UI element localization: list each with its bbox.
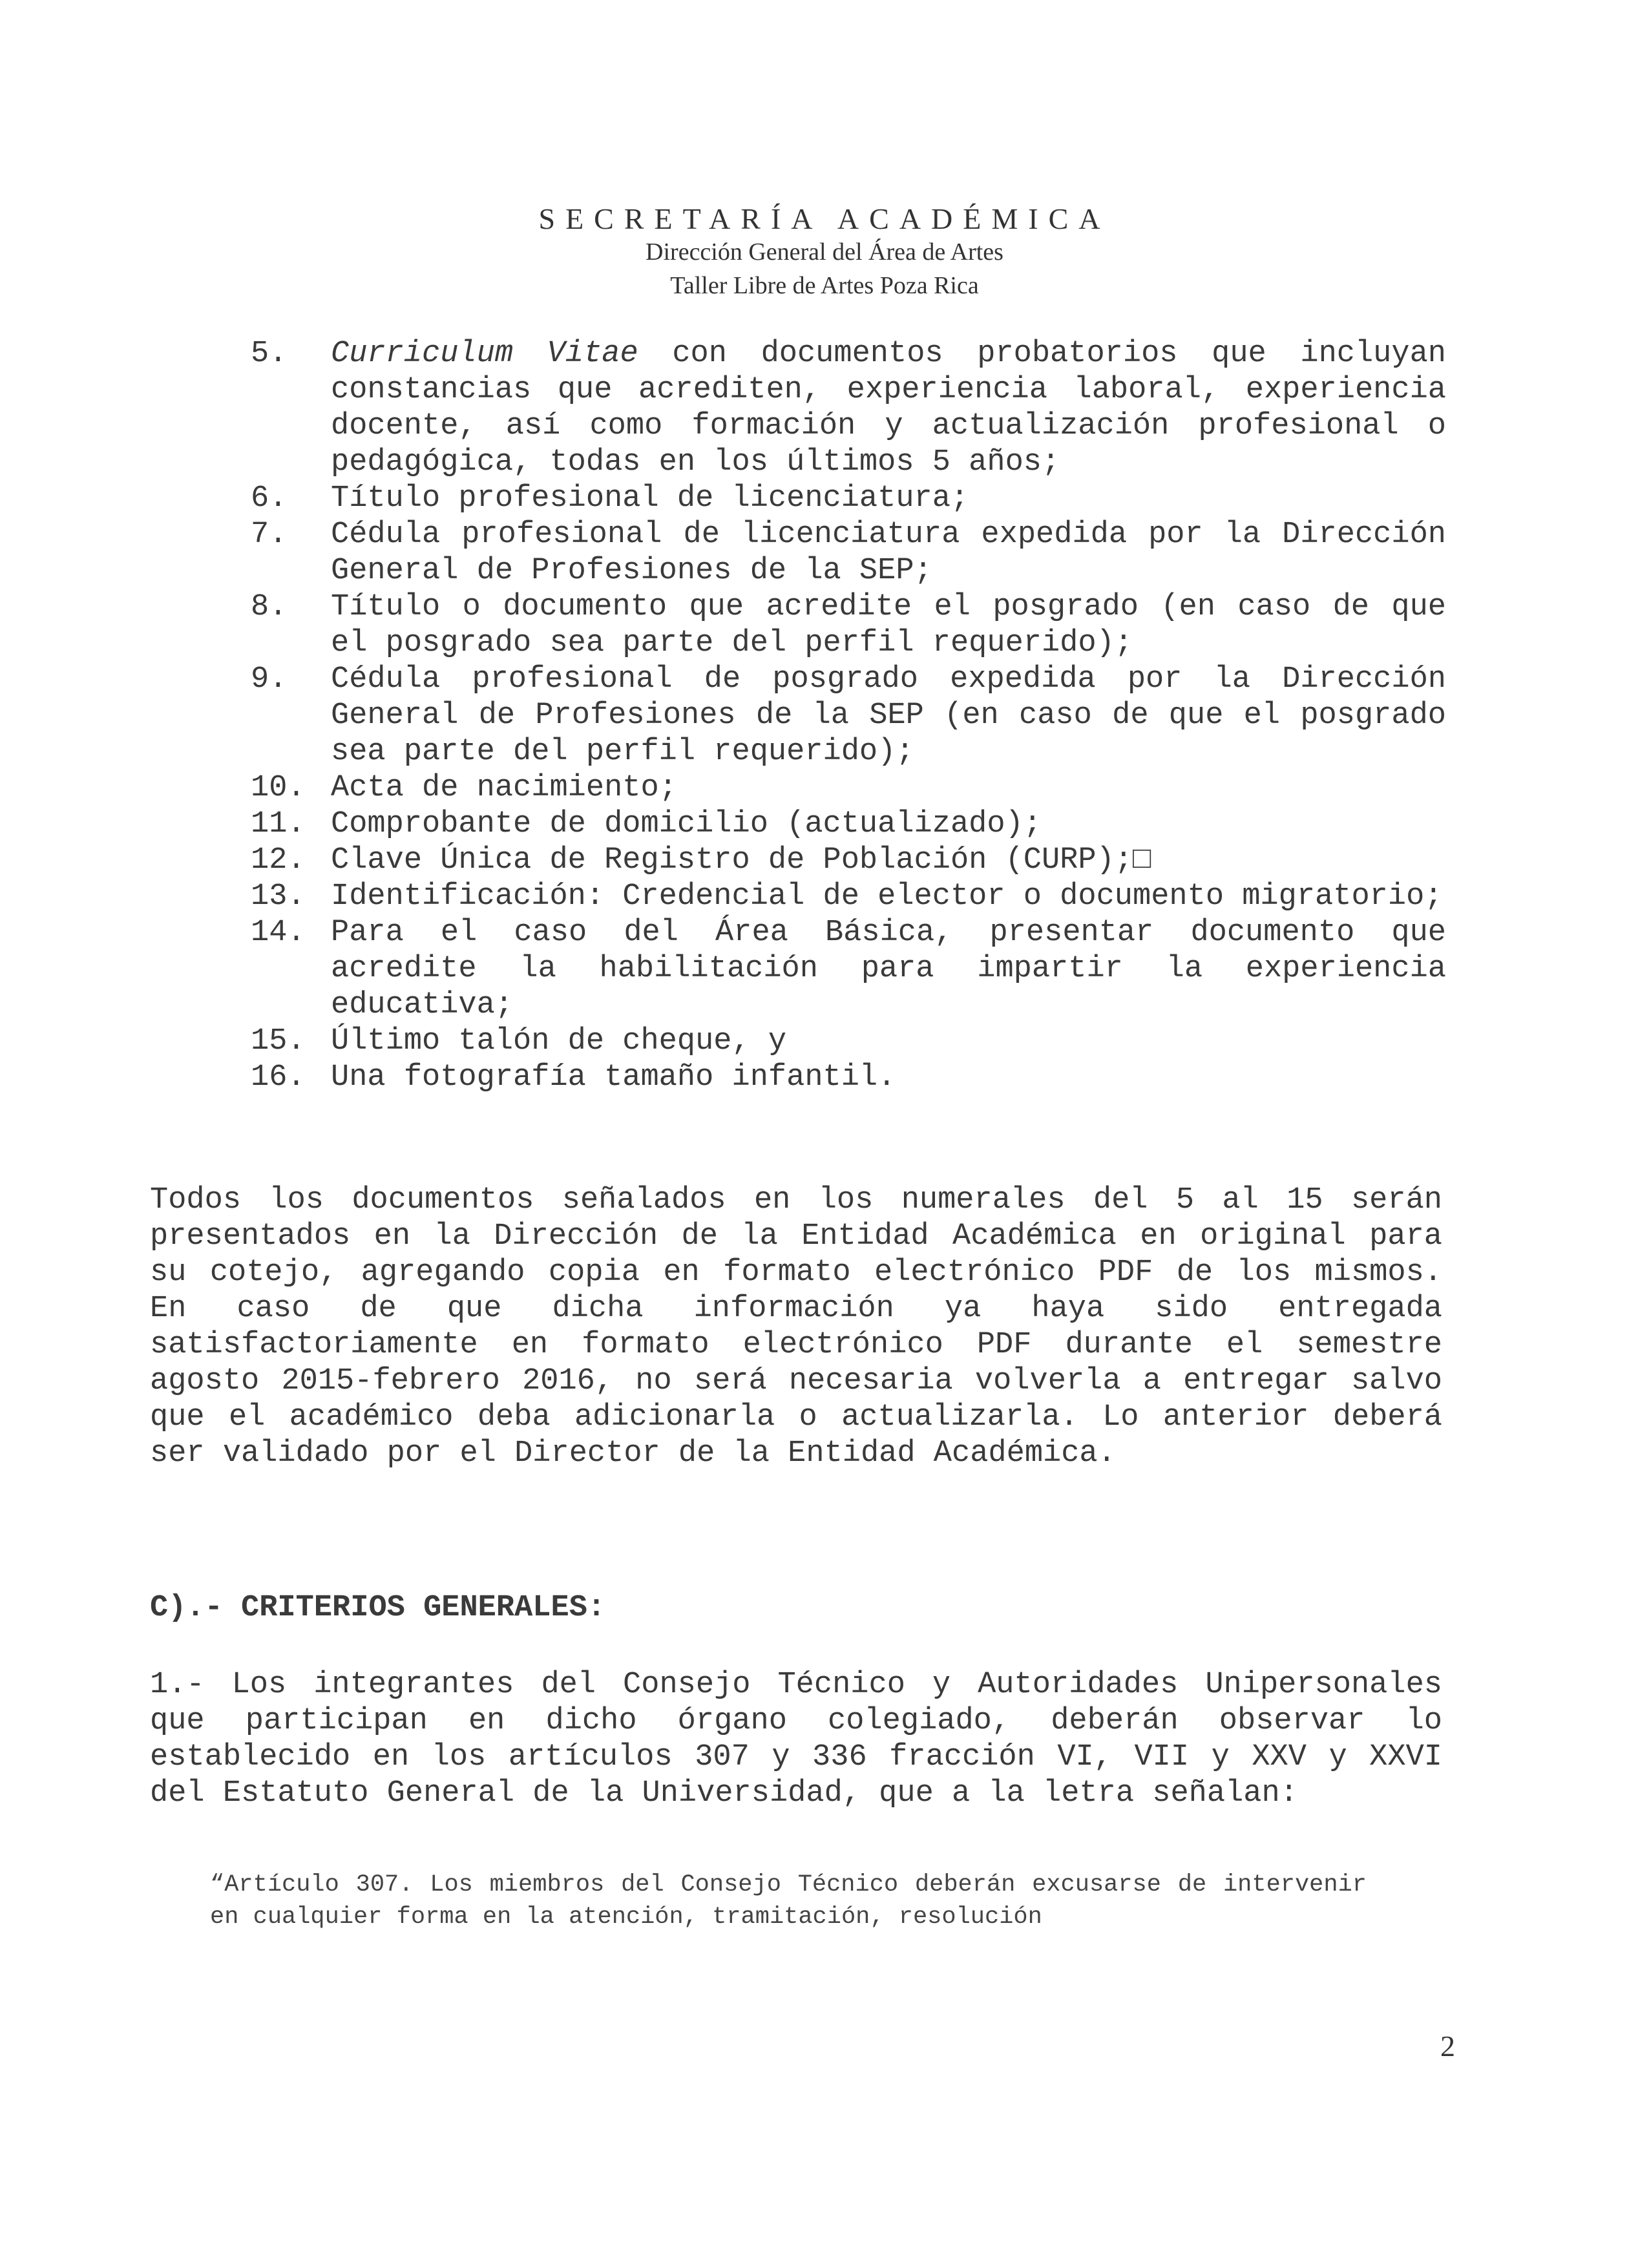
list-item-body: Título profesional de licenciatura; bbox=[331, 481, 969, 516]
list-item-body: Clave Única de Registro de Población (CURP);□ bbox=[331, 843, 1151, 877]
list-item-number: 14. bbox=[251, 916, 306, 950]
section-c-heading: C).- CRITERIOS GENERALES: bbox=[150, 1591, 606, 1625]
list-item bbox=[251, 806, 1446, 843]
letterhead-direccion: Dirección General del Área de Artes bbox=[646, 238, 1003, 266]
list-item-body: Título o documento que acredite el posgrado (en caso de que el posgrado sea parte del perfil requerido); bbox=[331, 590, 1446, 660]
list-item-text bbox=[331, 1024, 1446, 1060]
list-item-body: Comprobante de domicilio (actualizado); bbox=[331, 807, 1042, 841]
list-item-text bbox=[331, 336, 1446, 481]
list-item-text bbox=[331, 517, 1446, 589]
list-item-text bbox=[331, 1060, 1446, 1096]
list-item bbox=[251, 517, 1446, 589]
list-item-body: con documentos probatorios que incluyan constancias que acrediten, experiencia laboral, experiencia docente, así como formación y actualización profesional o pedagógica, todas en los últimos 5 años; bbox=[331, 337, 1446, 479]
letterhead-secretaria: SECRETARÍA ACADÉMICA bbox=[538, 202, 1111, 235]
list-item bbox=[251, 879, 1446, 915]
list-item-body: Cédula profesional de posgrado expedida por la Dirección General de Profesiones de la SEP (en caso de que el posgrado sea parte del perfil requerido); bbox=[331, 662, 1446, 769]
documents-paragraph: Todos los documentos señalados en los numerales del 5 al 15 serán presentados en la Dirección de la Entidad Académica en original para su cotejo, agregando copia en formato electrónico PDF de los mismos. En caso de que dicha información ya haya sido entregada satisfactoriamente en formato electrónico PDF durante el semestre agosto 2015-febrero 2016, no será necesaria volverla a entregar salvo que el académico deba adicionarla o actualizarla. Lo anterior deberá ser validado por el Director de la Entidad Académica. bbox=[150, 1183, 1442, 1471]
list-item-body: Último talón de cheque, y bbox=[331, 1024, 787, 1058]
list-item bbox=[251, 843, 1446, 879]
list-item bbox=[251, 662, 1446, 770]
list-item bbox=[251, 1024, 1446, 1060]
list-item-text bbox=[331, 662, 1446, 770]
list-item-number: 6. bbox=[251, 481, 288, 516]
list-item-number: 10. bbox=[251, 771, 306, 805]
list-item-italic-lead: Curriculum Vitae bbox=[331, 337, 638, 371]
list-item-text bbox=[331, 806, 1446, 843]
list-item-number: 9. bbox=[251, 662, 288, 697]
list-item-body: Cédula profesional de licenciatura expedida por la Dirección General de Profesiones de la SEP; bbox=[331, 518, 1446, 588]
list-item-number: 7. bbox=[251, 518, 288, 552]
list-item bbox=[251, 481, 1446, 517]
list-item-number: 8. bbox=[251, 590, 288, 624]
list-item-number: 15. bbox=[251, 1024, 306, 1058]
list-item-number: 12. bbox=[251, 843, 306, 877]
list-item-body: Identificación: Credencial de elector o documento migratorio; bbox=[331, 879, 1443, 914]
page-number: 2 bbox=[1440, 2030, 1455, 2063]
list-item-number: 5. bbox=[251, 337, 288, 371]
list-item-body: Acta de nacimiento; bbox=[331, 771, 677, 805]
article-quote: “Artículo 307. Los miembros del Consejo Técnico deberán excusarse de intervenir en cualquier forma en la atención, tramitación, resolución bbox=[210, 1871, 1367, 1931]
requirements-list bbox=[251, 336, 1446, 1096]
list-item bbox=[251, 336, 1446, 481]
list-item-number: 11. bbox=[251, 807, 306, 841]
list-item-text bbox=[331, 481, 1446, 517]
section-c-paragraph-1: 1.- Los integrantes del Consejo Técnico y Autoridades Unipersonales que participan en dicho órgano colegiado, deberán observar lo establecido en los artículos 307 y 336 fracción VI, VII y XXV y XXVI del Estatuto General de la Universidad, que a la letra señalan: bbox=[150, 1668, 1442, 1811]
list-item-number: 13. bbox=[251, 879, 306, 914]
list-item-text bbox=[331, 915, 1446, 1024]
list-item-body: Una fotografía tamaño infantil. bbox=[331, 1060, 896, 1095]
list-item-body: Para el caso del Área Básica, presentar documento que acredite la habilitación para impartir la experiencia educativa; bbox=[331, 916, 1446, 1022]
list-item-text bbox=[331, 879, 1446, 915]
list-item-text bbox=[331, 770, 1446, 806]
list-item bbox=[251, 589, 1446, 662]
letterhead-taller: Taller Libre de Artes Poza Rica bbox=[670, 272, 979, 299]
list-item bbox=[251, 915, 1446, 1024]
list-item-text bbox=[331, 843, 1446, 879]
list-item-number: 16. bbox=[251, 1060, 306, 1095]
list-item bbox=[251, 770, 1446, 806]
list-item-text bbox=[331, 589, 1446, 662]
list-item bbox=[251, 1060, 1446, 1096]
